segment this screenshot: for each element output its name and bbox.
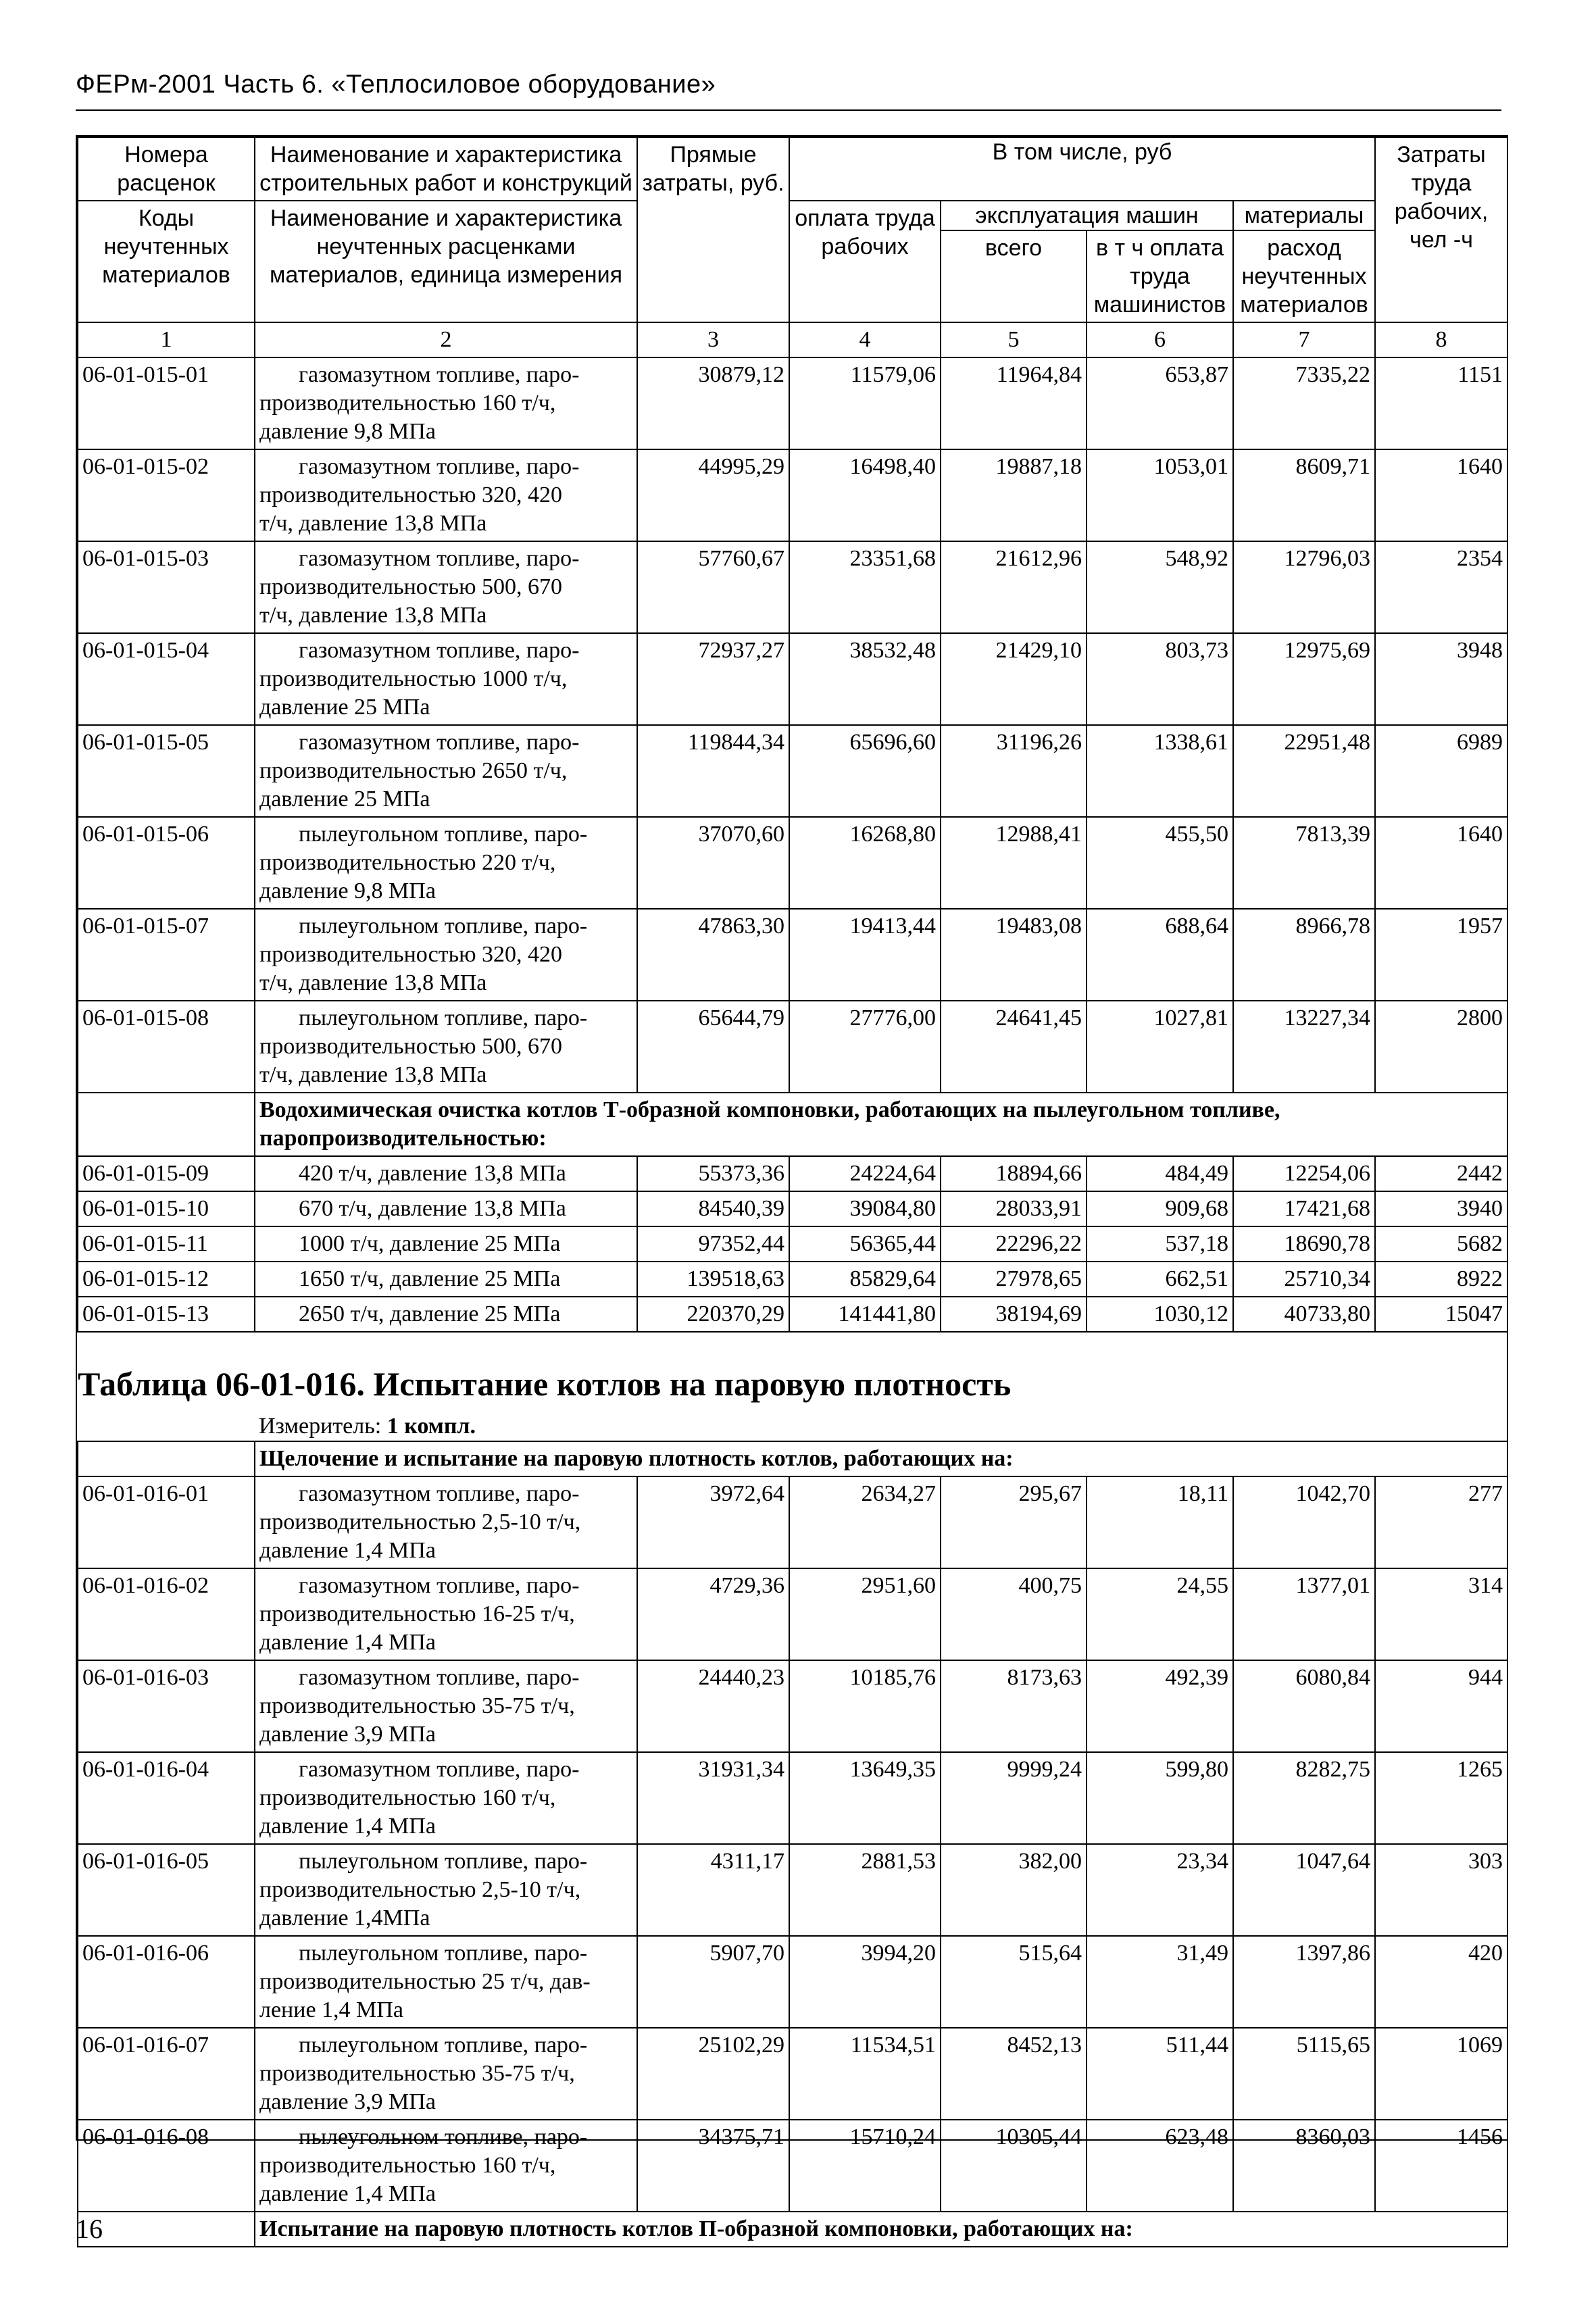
value-labor: 314 xyxy=(1375,1568,1507,1660)
description-line: давление 9,8 МПа xyxy=(259,878,436,903)
value-machine: 27978,65 xyxy=(941,1262,1087,1297)
description-line: производительностью 320, 420 xyxy=(259,482,562,507)
value-machinist: 18,11 xyxy=(1087,1476,1233,1568)
description-line: давление 1,4 МПа xyxy=(259,1814,436,1839)
value-machine: 295,67 xyxy=(941,1476,1087,1568)
value-wage: 24224,64 xyxy=(789,1156,941,1191)
table-row xyxy=(78,1660,1507,1752)
value-labor: 1640 xyxy=(1375,449,1507,541)
value-direct: 97352,44 xyxy=(637,1226,789,1262)
table-row xyxy=(78,1156,1507,1191)
value-machine: 21429,10 xyxy=(941,633,1087,725)
value-direct: 4311,17 xyxy=(637,1844,789,1936)
table-title-row xyxy=(78,1332,1507,1441)
value-machine: 22296,22 xyxy=(941,1226,1087,1262)
table-row xyxy=(78,909,1507,1001)
rate-code: 06-01-015-05 xyxy=(78,725,255,817)
rate-code: 06-01-015-01 xyxy=(78,357,255,449)
header-rule xyxy=(76,109,1501,111)
value-labor: 277 xyxy=(1375,1476,1507,1568)
value-wage: 2634,27 xyxy=(789,1476,941,1568)
value-machine: 19483,08 xyxy=(941,909,1087,1001)
rate-code: 06-01-016-08 xyxy=(78,2120,255,2212)
table-row xyxy=(78,1297,1507,1332)
empty-cell xyxy=(78,2212,255,2247)
value-direct: 220370,29 xyxy=(637,1297,789,1332)
rate-code: 06-01-016-05 xyxy=(78,1844,255,1936)
rate-description xyxy=(255,1936,637,2028)
description-line: производительностью 35-75 т/ч, xyxy=(259,1693,575,1718)
value-machine: 11964,84 xyxy=(941,357,1087,449)
value-machinist: 1027,81 xyxy=(1087,1001,1233,1093)
value-direct: 3972,64 xyxy=(637,1476,789,1568)
description-line: давление 1,4 МПа xyxy=(259,1538,436,1563)
value-direct: 31931,34 xyxy=(637,1752,789,1844)
value-materials: 7813,39 xyxy=(1233,817,1375,909)
value-machinist: 1338,61 xyxy=(1087,725,1233,817)
value-machine: 10305,44 xyxy=(941,2120,1087,2212)
rate-code: 06-01-016-04 xyxy=(78,1752,255,1844)
column-number: 1 xyxy=(78,322,255,357)
description-line: производительностью 220 т/ч, xyxy=(259,850,556,875)
rates-table xyxy=(77,136,1508,2247)
rate-code: 06-01-016-01 xyxy=(78,1476,255,1568)
value-labor: 6989 xyxy=(1375,725,1507,817)
description-line: газомазутном топливе, паро- xyxy=(299,730,580,755)
page-header: ФЕРм-2001 Часть 6. «Теплосиловое оборудование» xyxy=(76,70,716,99)
rate-description xyxy=(255,2028,637,2120)
description-line: т/ч, давление 13,8 МПа xyxy=(259,511,487,536)
value-machine: 18894,66 xyxy=(941,1156,1087,1191)
value-materials: 17421,68 xyxy=(1233,1191,1375,1226)
rate-description: 670 т/ч, давление 13,8 МПа xyxy=(255,1191,637,1226)
rate-code: 06-01-015-08 xyxy=(78,1001,255,1093)
value-machinist: 548,92 xyxy=(1087,541,1233,633)
value-materials: 5115,65 xyxy=(1233,2028,1375,2120)
description-line: давление 3,9 МПа xyxy=(259,2089,436,2114)
header-rashod: расход неучтенных материалов xyxy=(1233,230,1375,322)
description-line: давление 25 МПа xyxy=(259,787,430,812)
value-wage: 2881,53 xyxy=(789,1844,941,1936)
description-line: производительностью 500, 670 xyxy=(259,1034,562,1059)
value-materials: 12975,69 xyxy=(1233,633,1375,725)
value-machinist: 623,48 xyxy=(1087,2120,1233,2212)
table-row xyxy=(78,1191,1507,1226)
header-row-2 xyxy=(78,201,1507,230)
table-title-cell xyxy=(78,1332,1507,1441)
meter-label: Измеритель: xyxy=(259,1414,382,1439)
rate-description xyxy=(255,1001,637,1093)
description-line: производительностью 160 т/ч, xyxy=(259,2153,556,2178)
description-line: газомазутном топливе, паро- xyxy=(299,454,580,479)
description-line: газомазутном топливе, паро- xyxy=(299,1757,580,1782)
value-labor: 2800 xyxy=(1375,1001,1507,1093)
rate-description: 1650 т/ч, давление 25 МПа xyxy=(255,1262,637,1297)
rate-code: 06-01-015-13 xyxy=(78,1297,255,1332)
section-heading-shchelochenie: Щелочение и испытание на паровую плотность котлов, работающих на: xyxy=(255,1441,1507,1476)
value-direct: 44995,29 xyxy=(637,449,789,541)
section-row xyxy=(78,1093,1507,1156)
value-machinist: 1053,01 xyxy=(1087,449,1233,541)
value-machine: 19887,18 xyxy=(941,449,1087,541)
rate-description: 420 т/ч, давление 13,8 МПа xyxy=(255,1156,637,1191)
value-machine: 38194,69 xyxy=(941,1297,1087,1332)
header-v-t-ch: в т ч оплата труда машинистов xyxy=(1087,230,1233,322)
rate-description xyxy=(255,1568,637,1660)
value-direct: 139518,63 xyxy=(637,1262,789,1297)
description-line: производительностью 160 т/ч, xyxy=(259,391,556,416)
description-line: производительностью 16-25 т/ч, xyxy=(259,1601,575,1626)
value-materials: 12254,06 xyxy=(1233,1156,1375,1191)
value-machinist: 511,44 xyxy=(1087,2028,1233,2120)
rate-description: 2650 т/ч, давление 25 МПа xyxy=(255,1297,637,1332)
header-pryamye-zatraty: Прямые затраты, руб. xyxy=(637,137,789,322)
value-labor: 15047 xyxy=(1375,1297,1507,1332)
rate-code: 06-01-015-02 xyxy=(78,449,255,541)
meter-line xyxy=(78,1412,1507,1441)
table-row xyxy=(78,541,1507,633)
value-machine: 8173,63 xyxy=(941,1660,1087,1752)
value-materials: 1047,64 xyxy=(1233,1844,1375,1936)
value-machine: 31196,26 xyxy=(941,725,1087,817)
rate-description: 1000 т/ч, давление 25 МПа xyxy=(255,1226,637,1262)
description-line: газомазутном топливе, паро- xyxy=(299,546,580,571)
description-line: давление 9,8 МПа xyxy=(259,419,436,444)
table-row xyxy=(78,2028,1507,2120)
header-v-tom-chisle: В том числе, руб xyxy=(789,137,1375,201)
rate-description xyxy=(255,1752,637,1844)
empty-cell xyxy=(78,1093,255,1156)
value-direct: 55373,36 xyxy=(637,1156,789,1191)
value-machinist: 537,18 xyxy=(1087,1226,1233,1262)
description-line: пылеугольном топливе, паро- xyxy=(299,1941,588,1966)
table-row xyxy=(78,2120,1507,2212)
value-machinist: 1030,12 xyxy=(1087,1297,1233,1332)
value-materials: 13227,34 xyxy=(1233,1001,1375,1093)
description-line: давление 25 МПа xyxy=(259,695,430,720)
value-labor: 944 xyxy=(1375,1660,1507,1752)
value-machinist: 455,50 xyxy=(1087,817,1233,909)
value-materials: 8966,78 xyxy=(1233,909,1375,1001)
rate-code: 06-01-016-07 xyxy=(78,2028,255,2120)
rate-code: 06-01-016-06 xyxy=(78,1936,255,2028)
description-line: давление 1,4МПа xyxy=(259,1906,430,1931)
table-row xyxy=(78,725,1507,817)
value-direct: 37070,60 xyxy=(637,817,789,909)
value-machine: 8452,13 xyxy=(941,2028,1087,2120)
value-wage: 11534,51 xyxy=(789,2028,941,2120)
value-direct: 84540,39 xyxy=(637,1191,789,1226)
table-row xyxy=(78,1226,1507,1262)
value-materials: 22951,48 xyxy=(1233,725,1375,817)
value-wage: 56365,44 xyxy=(789,1226,941,1262)
value-machine: 28033,91 xyxy=(941,1191,1087,1226)
value-machine: 12988,41 xyxy=(941,817,1087,909)
description-line: ление 1,4 МПа xyxy=(259,1997,403,2022)
value-labor: 1069 xyxy=(1375,2028,1507,2120)
description-line: пылеугольном топливе, паро- xyxy=(299,822,588,847)
table-row xyxy=(78,1844,1507,1936)
column-number: 7 xyxy=(1233,322,1375,357)
value-materials: 8360,03 xyxy=(1233,2120,1375,2212)
rate-code: 06-01-015-12 xyxy=(78,1262,255,1297)
column-number: 4 xyxy=(789,322,941,357)
value-materials: 12796,03 xyxy=(1233,541,1375,633)
description-line: газомазутном топливе, паро- xyxy=(299,1665,580,1690)
header-row-1 xyxy=(78,137,1507,201)
column-number: 3 xyxy=(637,322,789,357)
rate-code: 06-01-015-04 xyxy=(78,633,255,725)
value-wage: 13649,35 xyxy=(789,1752,941,1844)
table-row xyxy=(78,1262,1507,1297)
value-materials: 8282,75 xyxy=(1233,1752,1375,1844)
value-wage: 23351,68 xyxy=(789,541,941,633)
description-line: производительностью 2650 т/ч, xyxy=(259,758,568,783)
empty-cell xyxy=(78,1441,255,1476)
value-wage: 19413,44 xyxy=(789,909,941,1001)
value-machine: 21612,96 xyxy=(941,541,1087,633)
rate-code: 06-01-016-02 xyxy=(78,1568,255,1660)
value-materials: 1397,86 xyxy=(1233,1936,1375,2028)
table-row xyxy=(78,357,1507,449)
rate-description xyxy=(255,1844,637,1936)
value-machinist: 24,55 xyxy=(1087,1568,1233,1660)
description-line: т/ч, давление 13,8 МПа xyxy=(259,1062,487,1087)
section-row xyxy=(78,2212,1507,2247)
table-row xyxy=(78,1752,1507,1844)
description-line: т/ч, давление 13,8 МПа xyxy=(259,970,487,995)
value-labor: 2354 xyxy=(1375,541,1507,633)
meter-value: 1 компл. xyxy=(386,1414,476,1439)
value-wage: 39084,80 xyxy=(789,1191,941,1226)
value-labor: 1265 xyxy=(1375,1752,1507,1844)
description-line: производительностью 1000 т/ч, xyxy=(259,666,568,691)
rate-code: 06-01-015-06 xyxy=(78,817,255,909)
value-wage: 3994,20 xyxy=(789,1936,941,2028)
value-labor: 303 xyxy=(1375,1844,1507,1936)
column-number: 2 xyxy=(255,322,637,357)
value-wage: 11579,06 xyxy=(789,357,941,449)
value-direct: 119844,34 xyxy=(637,725,789,817)
value-labor: 3940 xyxy=(1375,1191,1507,1226)
value-machine: 515,64 xyxy=(941,1936,1087,2028)
description-line: пылеугольном топливе, паро- xyxy=(299,1849,588,1874)
section-row xyxy=(78,1441,1507,1476)
description-line: газомазутном топливе, паро- xyxy=(299,1481,580,1506)
value-direct: 34375,71 xyxy=(637,2120,789,2212)
value-direct: 57760,67 xyxy=(637,541,789,633)
description-line: производительностью 160 т/ч, xyxy=(259,1785,556,1810)
value-wage: 141441,80 xyxy=(789,1297,941,1332)
header-kody-materialov: Коды неучтенных материалов xyxy=(78,201,255,322)
value-wage: 16498,40 xyxy=(789,449,941,541)
description-line: т/ч, давление 13,8 МПа xyxy=(259,603,487,628)
rate-description xyxy=(255,909,637,1001)
value-wage: 65696,60 xyxy=(789,725,941,817)
value-direct: 24440,23 xyxy=(637,1660,789,1752)
value-labor: 8922 xyxy=(1375,1262,1507,1297)
description-line: производительностью 25 т/ч, дав- xyxy=(259,1969,591,1994)
value-direct: 5907,70 xyxy=(637,1936,789,2028)
value-materials: 18690,78 xyxy=(1233,1226,1375,1262)
column-number: 6 xyxy=(1087,322,1233,357)
rate-description xyxy=(255,541,637,633)
value-direct: 30879,12 xyxy=(637,357,789,449)
table-row xyxy=(78,1476,1507,1568)
value-direct: 47863,30 xyxy=(637,909,789,1001)
value-machinist: 23,34 xyxy=(1087,1844,1233,1936)
header-naimenovanie-materialov: Наименование и характеристика неучтенных расценками материалов, единица измерения xyxy=(255,201,637,322)
value-machinist: 803,73 xyxy=(1087,633,1233,725)
rate-code: 06-01-015-03 xyxy=(78,541,255,633)
rate-code: 06-01-015-09 xyxy=(78,1156,255,1191)
value-labor: 3948 xyxy=(1375,633,1507,725)
description-line: давление 1,4 МПа xyxy=(259,1630,436,1655)
value-machinist: 688,64 xyxy=(1087,909,1233,1001)
value-wage: 38532,48 xyxy=(789,633,941,725)
value-direct: 65644,79 xyxy=(637,1001,789,1093)
value-wage: 16268,80 xyxy=(789,817,941,909)
value-machinist: 653,87 xyxy=(1087,357,1233,449)
value-labor: 5682 xyxy=(1375,1226,1507,1262)
description-line: пылеугольном топливе, паро- xyxy=(299,914,588,939)
page-number: 16 xyxy=(76,2214,103,2244)
rate-description xyxy=(255,357,637,449)
value-direct: 72937,27 xyxy=(637,633,789,725)
rate-description xyxy=(255,1660,637,1752)
description-line: газомазутном топливе, паро- xyxy=(299,362,580,387)
rate-code: 06-01-015-11 xyxy=(78,1226,255,1262)
value-labor: 2442 xyxy=(1375,1156,1507,1191)
rate-description xyxy=(255,633,637,725)
rate-description xyxy=(255,1476,637,1568)
description-line: производительностью 500, 670 xyxy=(259,574,562,599)
header-materialy: материалы xyxy=(1233,201,1375,230)
header-vsego: всего xyxy=(941,230,1087,322)
value-labor: 1151 xyxy=(1375,357,1507,449)
column-number: 5 xyxy=(941,322,1087,357)
value-machinist: 662,51 xyxy=(1087,1262,1233,1297)
value-machinist: 599,80 xyxy=(1087,1752,1233,1844)
description-line: производительностью 320, 420 xyxy=(259,942,562,967)
value-materials: 8609,71 xyxy=(1233,449,1375,541)
rate-code: 06-01-016-03 xyxy=(78,1660,255,1752)
value-machine: 24641,45 xyxy=(941,1001,1087,1093)
description-line: давление 1,4 МПа xyxy=(259,2181,436,2206)
value-machine: 400,75 xyxy=(941,1568,1087,1660)
column-number: 8 xyxy=(1375,322,1507,357)
table-row xyxy=(78,1001,1507,1093)
value-machinist: 484,49 xyxy=(1087,1156,1233,1191)
table-row xyxy=(78,449,1507,541)
value-direct: 25102,29 xyxy=(637,2028,789,2120)
rates-table-frame xyxy=(76,135,1508,2241)
rate-description xyxy=(255,725,637,817)
table-row xyxy=(78,633,1507,725)
header-nomera-rascenok: Номера расценок xyxy=(78,137,255,201)
header-naimenovanie-rabot: Наименование и характеристика строительных работ и конструкций xyxy=(255,137,637,201)
description-line: производительностью 35-75 т/ч, xyxy=(259,2061,575,2086)
value-wage: 2951,60 xyxy=(789,1568,941,1660)
value-machinist: 492,39 xyxy=(1087,1660,1233,1752)
value-materials: 6080,84 xyxy=(1233,1660,1375,1752)
header-ekspluataciya: эксплуатация машин xyxy=(941,201,1233,230)
description-line: пылеугольном топливе, паро- xyxy=(299,1005,588,1030)
value-machinist: 31,49 xyxy=(1087,1936,1233,2028)
value-materials: 1377,01 xyxy=(1233,1568,1375,1660)
rate-code: 06-01-015-07 xyxy=(78,909,255,1001)
value-materials: 1042,70 xyxy=(1233,1476,1375,1568)
description-line: производительностью 2,5-10 т/ч, xyxy=(259,1510,581,1535)
section-heading-ispytanie: Испытание на паровую плотность котлов П-образной компоновки, работающих на: xyxy=(255,2212,1507,2247)
rate-code: 06-01-015-10 xyxy=(78,1191,255,1226)
section-heading-vodohim: Водохимическая очистка котлов Т-образной компоновки, работающих на пылеугольном топливе, паропроизводительностью: xyxy=(255,1093,1507,1156)
value-labor: 1640 xyxy=(1375,817,1507,909)
column-number-row xyxy=(78,322,1507,357)
header-oplata-truda: оплата труда рабочих xyxy=(789,201,941,322)
description-line: производительностью 2,5-10 т/ч, xyxy=(259,1877,581,1902)
value-machine: 9999,24 xyxy=(941,1752,1087,1844)
rate-description xyxy=(255,449,637,541)
description-line: пылеугольном топливе, паро- xyxy=(299,2033,588,2058)
value-machinist: 909,68 xyxy=(1087,1191,1233,1226)
table-row xyxy=(78,817,1507,909)
value-materials: 40733,80 xyxy=(1233,1297,1375,1332)
value-wage: 15710,24 xyxy=(789,2120,941,2212)
table-row xyxy=(78,1568,1507,1660)
value-labor: 420 xyxy=(1375,1936,1507,2028)
value-machine: 382,00 xyxy=(941,1844,1087,1936)
value-wage: 27776,00 xyxy=(789,1001,941,1093)
value-materials: 25710,34 xyxy=(1233,1262,1375,1297)
value-labor: 1456 xyxy=(1375,2120,1507,2212)
value-wage: 85829,64 xyxy=(789,1262,941,1297)
description-line: газомазутном топливе, паро- xyxy=(299,638,580,663)
table-row xyxy=(78,1936,1507,2028)
description-line: пылеугольном топливе, паро- xyxy=(299,2124,588,2149)
rate-description xyxy=(255,817,637,909)
rate-description xyxy=(255,2120,637,2212)
value-wage: 10185,76 xyxy=(789,1660,941,1752)
description-line: давление 3,9 МПа xyxy=(259,1722,436,1747)
value-labor: 1957 xyxy=(1375,909,1507,1001)
value-direct: 4729,36 xyxy=(637,1568,789,1660)
header-zatraty-truda: Затраты труда рабочих, чел -ч xyxy=(1375,137,1507,322)
description-line: газомазутном топливе, паро- xyxy=(299,1573,580,1598)
value-materials: 7335,22 xyxy=(1233,357,1375,449)
table-016-title: Таблица 06-01-016. Испытание котлов на паровую плотность xyxy=(78,1365,1012,1403)
